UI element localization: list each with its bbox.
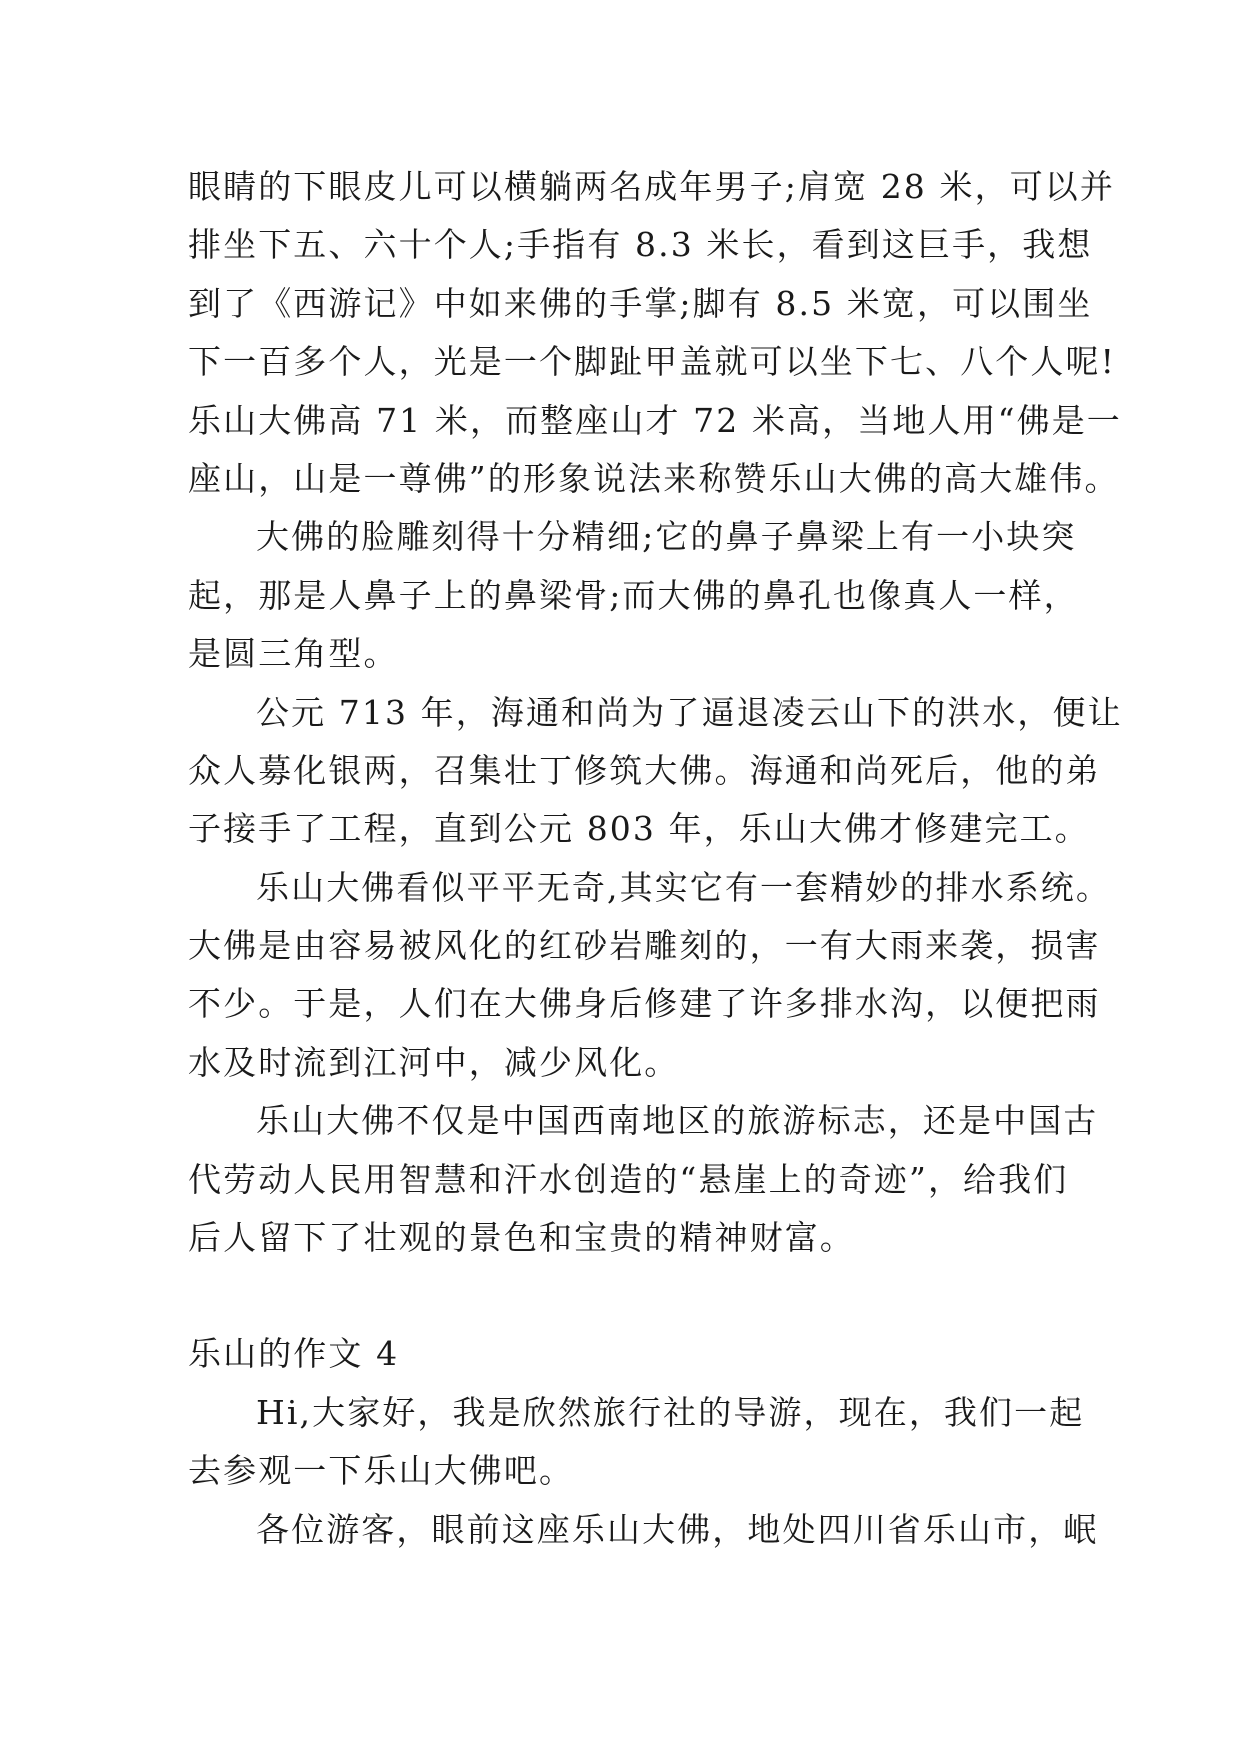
text-line: 大佛的脸雕刻得十分精细;它的鼻子鼻梁上有一小块突 [256, 517, 1077, 557]
text-line: 去参观一下乐山大佛吧。 [188, 1451, 575, 1491]
text-line: 乐山大佛不仅是中国西南地区的旅游标志，还是中国古 [256, 1101, 1099, 1141]
text-line: 水及时流到江河中，减少风化。 [188, 1042, 680, 1082]
paragraph-greeting [188, 1384, 1085, 1501]
text-line: 子接手了工程，直到公元 803 年，乐山大佛才修建完工。 [188, 809, 1090, 849]
paragraph-conclusion [188, 1092, 1099, 1267]
text-line: 乐山大佛高 71 米，而整座山才 72 米高，当地人用“佛是一 [188, 400, 1122, 440]
text-line: 各位游客，眼前这座乐山大佛，地处四川省乐山市，岷 [256, 1509, 1099, 1549]
text-line: 到了《西游记》中如来佛的手掌;脚有 8.5 米宽，可以围坐 [188, 283, 1093, 323]
text-line: 是圆三角型。 [188, 634, 399, 674]
text-line: 乐山大佛看似平平无奇,其实它有一套精妙的排水系统。 [256, 867, 1111, 907]
text-line: 眼睛的下眼皮儿可以横躺两名成年男子;肩宽 28 米，可以并 [188, 167, 1115, 206]
text-line: Hi,大家好，我是欣然旅行社的导游，现在，我们一起 [256, 1392, 1085, 1432]
text-line: 大佛是由容易被风化的红砂岩雕刻的，一有大雨来袭，损害 [188, 926, 1101, 966]
paragraph-location [188, 1501, 1099, 1559]
paragraph-face-details [188, 508, 1079, 683]
text-line: 排坐下五、六十个人;手指有 8.3 米长，看到这巨手，我想 [188, 225, 1093, 265]
text-line: 后人留下了壮观的景色和宝贵的精神财富。 [188, 1218, 855, 1258]
section-heading: 乐山的作文 4 [188, 1334, 400, 1374]
text-line: 座山，山是一尊佛”的形象说法来称赞乐山大佛的高大雄伟。 [188, 458, 1120, 498]
text-line: 公元 713 年，海通和尚为了逼退凌云山下的洪水，便让 [256, 692, 1123, 732]
text-line: 下一百多个人，光是一个脚趾甲盖就可以坐下七、八个人呢! [188, 342, 1116, 382]
section-gap [188, 1267, 1056, 1325]
paragraph-drainage [188, 859, 1111, 1093]
document-page [188, 158, 1123, 1559]
text-line: 众人募化银两，召集壮丁修筑大佛。海通和尚死后，他的弟 [188, 750, 1101, 790]
text-line: 代劳动人民用智慧和汗水创造的“悬崖上的奇迹”，给我们 [188, 1159, 1069, 1199]
paragraph-body-dimensions [188, 158, 1122, 508]
text-line: 不少。于是，人们在大佛身后修建了许多排水沟，以便把雨 [188, 984, 1101, 1024]
paragraph-history [188, 684, 1123, 859]
text-line: 起，那是人鼻子上的鼻梁骨;而大佛的鼻孔也像真人一样， [188, 575, 1079, 615]
